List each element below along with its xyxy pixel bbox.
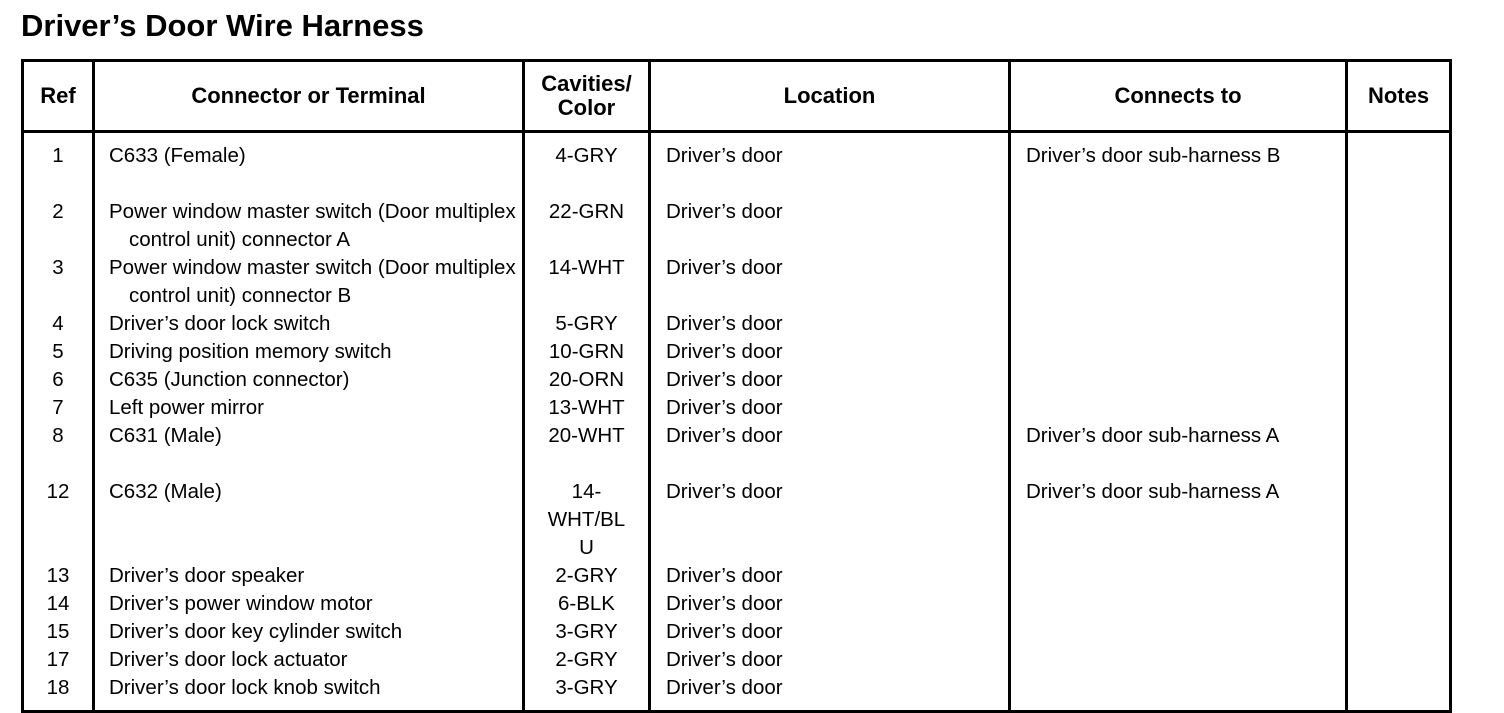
cell-cavities — [524, 422, 650, 450]
header-ref: Ref — [23, 61, 94, 132]
cavities-color: 13-WHT — [548, 396, 625, 419]
cell-location: Driver’s door — [650, 394, 1010, 422]
cell-location: Driver’s door — [650, 132, 1010, 171]
cell-notes — [1347, 198, 1451, 254]
connector-name: Driver’s door lock actuator — [109, 648, 348, 671]
cell-notes — [1347, 132, 1451, 171]
cell-connects-to: Driver’s door sub-harness B — [1010, 132, 1347, 171]
header-cavities-label: Cavities/ Color — [541, 71, 632, 120]
cell-cavities — [524, 198, 650, 254]
table-row — [23, 478, 1451, 562]
cell-connects-to — [1010, 562, 1347, 590]
connector-name: Driver’s door key cylinder switch — [109, 620, 403, 643]
connector-name: Driver’s door lock knob switch — [109, 676, 381, 699]
cell-connector — [94, 562, 524, 590]
cavities-color: 2-GRY — [555, 648, 618, 671]
cell-cavities — [524, 478, 650, 562]
cell-location: Driver’s door — [650, 254, 1010, 310]
cell-connector — [94, 478, 524, 562]
cell-ref: 7 — [23, 394, 94, 422]
cell-connector — [94, 132, 524, 171]
cell-cavities — [524, 132, 650, 171]
cell-connector — [94, 646, 524, 674]
header-cavities — [524, 61, 650, 132]
cell-connector — [94, 338, 524, 366]
cell-notes — [1347, 646, 1451, 674]
cell-ref: 1 — [23, 132, 94, 171]
connector-name: C635 (Junction connector) — [109, 368, 350, 391]
cavities-color: 3-GRY — [555, 620, 618, 643]
cell-notes — [1347, 618, 1451, 646]
connector-name: Driving position memory switch — [109, 340, 392, 363]
cavities-color: 4-GRY — [555, 144, 618, 167]
table-row — [23, 310, 1451, 338]
cell-notes — [1347, 310, 1451, 338]
cell-cavities — [524, 590, 650, 618]
cell-notes — [1347, 394, 1451, 422]
cell-location: Driver’s door — [650, 366, 1010, 394]
cell-connector — [94, 198, 524, 254]
cell-connector — [94, 422, 524, 450]
cell-ref: 15 — [23, 618, 94, 646]
cell-connector — [94, 590, 524, 618]
cell-cavities — [524, 338, 650, 366]
cell-ref: 14 — [23, 590, 94, 618]
table-header-row — [23, 61, 1451, 132]
cell-connects-to — [1010, 254, 1347, 310]
cell-connects-to — [1010, 338, 1347, 366]
table-row — [23, 394, 1451, 422]
cell-ref: 8 — [23, 422, 94, 450]
cell-connector — [94, 618, 524, 646]
connector-name: Driver’s door speaker — [109, 564, 305, 587]
cavities-color: 5-GRY — [555, 312, 618, 335]
header-location: Location — [650, 61, 1010, 132]
table-row — [23, 562, 1451, 590]
cell-connects-to — [1010, 394, 1347, 422]
cell-connects-to: Driver’s door sub-harness A — [1010, 478, 1347, 562]
header-notes: Notes — [1347, 61, 1451, 132]
cavities-color: 20-ORN — [548, 368, 625, 391]
connector-name: Left power mirror — [109, 396, 264, 419]
cell-cavities — [524, 562, 650, 590]
cell-cavities — [524, 618, 650, 646]
cell-ref: 6 — [23, 366, 94, 394]
wire-harness-table — [21, 59, 1452, 713]
cell-connects-to — [1010, 590, 1347, 618]
cell-connects-to: Driver’s door sub-harness A — [1010, 422, 1347, 450]
connector-name: C631 (Male) — [109, 424, 222, 447]
connector-name: Power window master switch (Door multiplex control unit) connector A — [109, 200, 516, 251]
cavities-color: 6-BLK — [558, 592, 615, 615]
cell-location: Driver’s door — [650, 478, 1010, 562]
cell-notes — [1347, 338, 1451, 366]
table-row — [23, 254, 1451, 310]
table-row — [23, 618, 1451, 646]
cell-ref: 4 — [23, 310, 94, 338]
cell-cavities — [524, 254, 650, 310]
cell-location: Driver’s door — [650, 338, 1010, 366]
table-row — [23, 366, 1451, 394]
cell-connector — [94, 394, 524, 422]
cell-ref: 3 — [23, 254, 94, 310]
cell-connects-to — [1010, 310, 1347, 338]
cell-cavities — [524, 366, 650, 394]
cell-connects-to — [1010, 366, 1347, 394]
cell-connects-to — [1010, 646, 1347, 674]
cell-location: Driver’s door — [650, 590, 1010, 618]
table-row — [23, 198, 1451, 254]
cell-ref: 2 — [23, 198, 94, 254]
table-row — [23, 646, 1451, 674]
cavities-color: 3-GRY — [555, 676, 618, 699]
cell-notes — [1347, 590, 1451, 618]
cell-location: Driver’s door — [650, 618, 1010, 646]
cavities-color: 14-WHT/BLU — [547, 480, 626, 559]
connector-name: C633 (Female) — [109, 144, 246, 167]
cell-notes — [1347, 562, 1451, 590]
connector-name: C632 (Male) — [109, 480, 222, 503]
cavities-color: 20-WHT — [548, 424, 625, 447]
table-row — [23, 422, 1451, 450]
cavities-color: 10-GRN — [548, 340, 625, 363]
cell-location: Driver’s door — [650, 198, 1010, 254]
cell-location: Driver’s door — [650, 562, 1010, 590]
table-spacer-row — [23, 170, 1451, 198]
cell-connector — [94, 310, 524, 338]
cell-notes — [1347, 478, 1451, 562]
cell-cavities — [524, 394, 650, 422]
table-row — [23, 338, 1451, 366]
cell-notes — [1347, 254, 1451, 310]
cell-ref: 18 — [23, 674, 94, 712]
cell-location: Driver’s door — [650, 310, 1010, 338]
cell-notes — [1347, 366, 1451, 394]
table-row — [23, 590, 1451, 618]
cell-notes — [1347, 422, 1451, 450]
cavities-color: 2-GRY — [555, 564, 618, 587]
cell-connector — [94, 254, 524, 310]
header-connector: Connector or Terminal — [94, 61, 524, 132]
connector-name: Driver’s door lock switch — [109, 312, 331, 335]
cavities-color: 22-GRN — [548, 200, 625, 223]
cell-connects-to — [1010, 618, 1347, 646]
cavities-color: 14-WHT — [548, 256, 625, 279]
cell-location: Driver’s door — [650, 422, 1010, 450]
cell-ref: 12 — [23, 478, 94, 562]
cell-connects-to — [1010, 198, 1347, 254]
cell-location: Driver’s door — [650, 674, 1010, 712]
page-title: Driver’s Door Wire Harness — [21, 8, 424, 43]
header-connects-to: Connects to — [1010, 61, 1347, 132]
cell-ref: 13 — [23, 562, 94, 590]
cell-ref: 5 — [23, 338, 94, 366]
cell-connector — [94, 366, 524, 394]
table-row — [23, 132, 1451, 171]
connector-name: Driver’s power window motor — [109, 592, 373, 615]
connector-name: Power window master switch (Door multiplex control unit) connector B — [109, 256, 516, 307]
cell-cavities — [524, 646, 650, 674]
cell-location: Driver’s door — [650, 646, 1010, 674]
cell-ref: 17 — [23, 646, 94, 674]
cell-cavities — [524, 310, 650, 338]
table-spacer-row — [23, 450, 1451, 478]
